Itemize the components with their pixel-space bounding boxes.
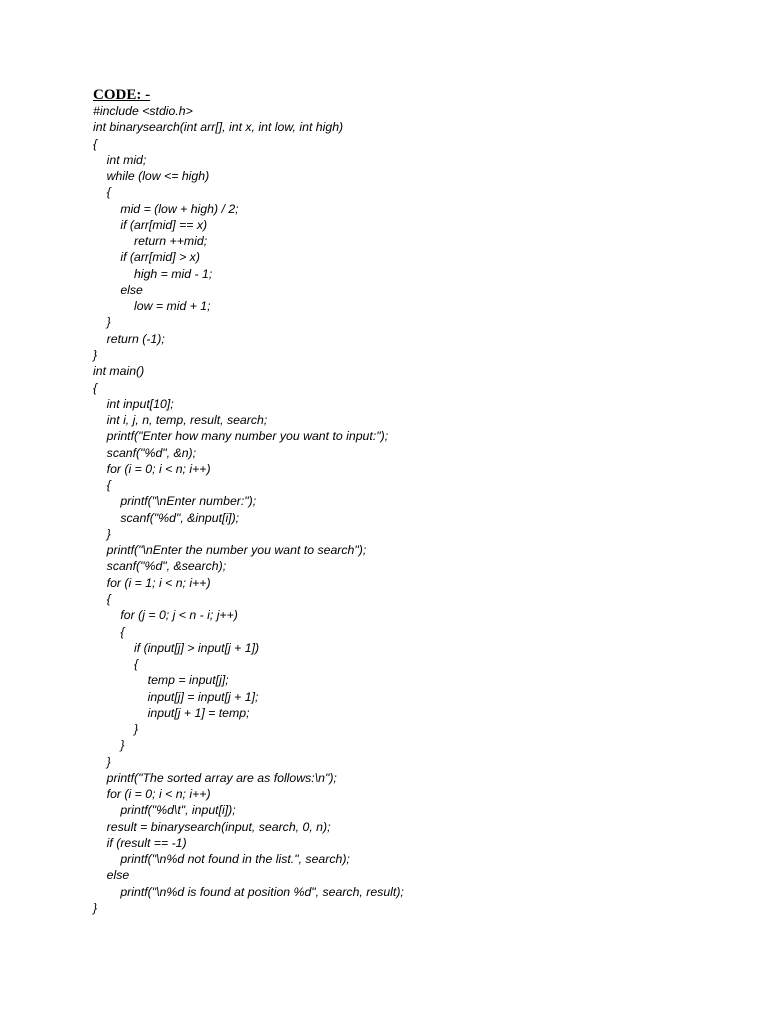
code-line: high = mid - 1; — [93, 266, 213, 281]
code-line: printf("The sorted array are as follows:\n"); — [93, 770, 337, 785]
code-line: for (i = 1; i < n; i++) — [93, 575, 211, 590]
code-line: int binarysearch(int arr[], int x, int low, int high) — [93, 120, 344, 135]
code-heading: CODE: - — [93, 87, 151, 103]
code-line: } — [93, 738, 125, 753]
code-line: low = mid + 1; — [93, 299, 211, 314]
code-line: int main() — [93, 364, 145, 379]
code-line: { — [93, 185, 111, 200]
code-line: int mid; — [93, 152, 147, 167]
code-line: printf("\nEnter number:"); — [93, 494, 257, 509]
code-line: if (arr[mid] == x) — [93, 217, 208, 232]
code-line: int input[10]; — [93, 396, 174, 411]
code-line: printf("Enter how many number you want to input:"); — [93, 429, 389, 444]
code-line: for (i = 0; i < n; i++) — [93, 787, 211, 802]
code-line: { — [93, 136, 98, 151]
code-line: { — [93, 657, 139, 672]
code-line: return ++mid; — [93, 234, 208, 249]
code-line: for (j = 0; j < n - i; j++) — [93, 608, 238, 623]
code-line: scanf("%d", &input[i]); — [93, 510, 240, 525]
code-line: printf("\nEnter the number you want to search"); — [93, 543, 367, 558]
code-line: { — [93, 478, 111, 493]
code-line: return (-1); — [93, 331, 165, 346]
code-line: mid = (low + high) / 2; — [93, 201, 239, 216]
code-line: scanf("%d", &search); — [93, 559, 227, 574]
code-line: while (low <= high) — [93, 169, 210, 184]
code-line: { — [93, 380, 98, 395]
code-line: temp = input[j]; — [93, 673, 229, 688]
code-line: else — [93, 282, 143, 297]
code-line: printf("\n%d not found in the list.", search); — [93, 852, 350, 867]
code-line: } — [93, 754, 111, 769]
code-line: printf("%d\t", input[i]); — [93, 803, 236, 818]
code-line: } — [93, 315, 111, 330]
code-line: } — [93, 901, 98, 916]
code-line: } — [93, 347, 98, 362]
code-line: { — [93, 624, 125, 639]
code-line: for (i = 0; i < n; i++) — [93, 461, 211, 476]
code-block — [93, 103, 404, 916]
code-line: input[j] = input[j + 1]; — [93, 689, 259, 704]
code-line: result = binarysearch(input, search, 0, n); — [93, 819, 331, 834]
code-line: scanf("%d", &n); — [93, 445, 197, 460]
code-line: if (arr[mid] > x) — [93, 250, 200, 265]
code-line: { — [93, 591, 111, 606]
code-line: if (input[j] > input[j + 1]) — [93, 640, 260, 655]
code-line: input[j + 1] = temp; — [93, 705, 250, 720]
code-line: } — [93, 526, 111, 541]
code-line: int i, j, n, temp, result, search; — [93, 413, 268, 428]
code-line: else — [93, 868, 130, 883]
code-line: printf("\n%d is found at position %d", search, result); — [93, 884, 404, 899]
code-line: if (result == -1) — [93, 835, 187, 850]
code-line: } — [93, 722, 139, 737]
code-line: #include <stdio.h> — [93, 104, 193, 118]
